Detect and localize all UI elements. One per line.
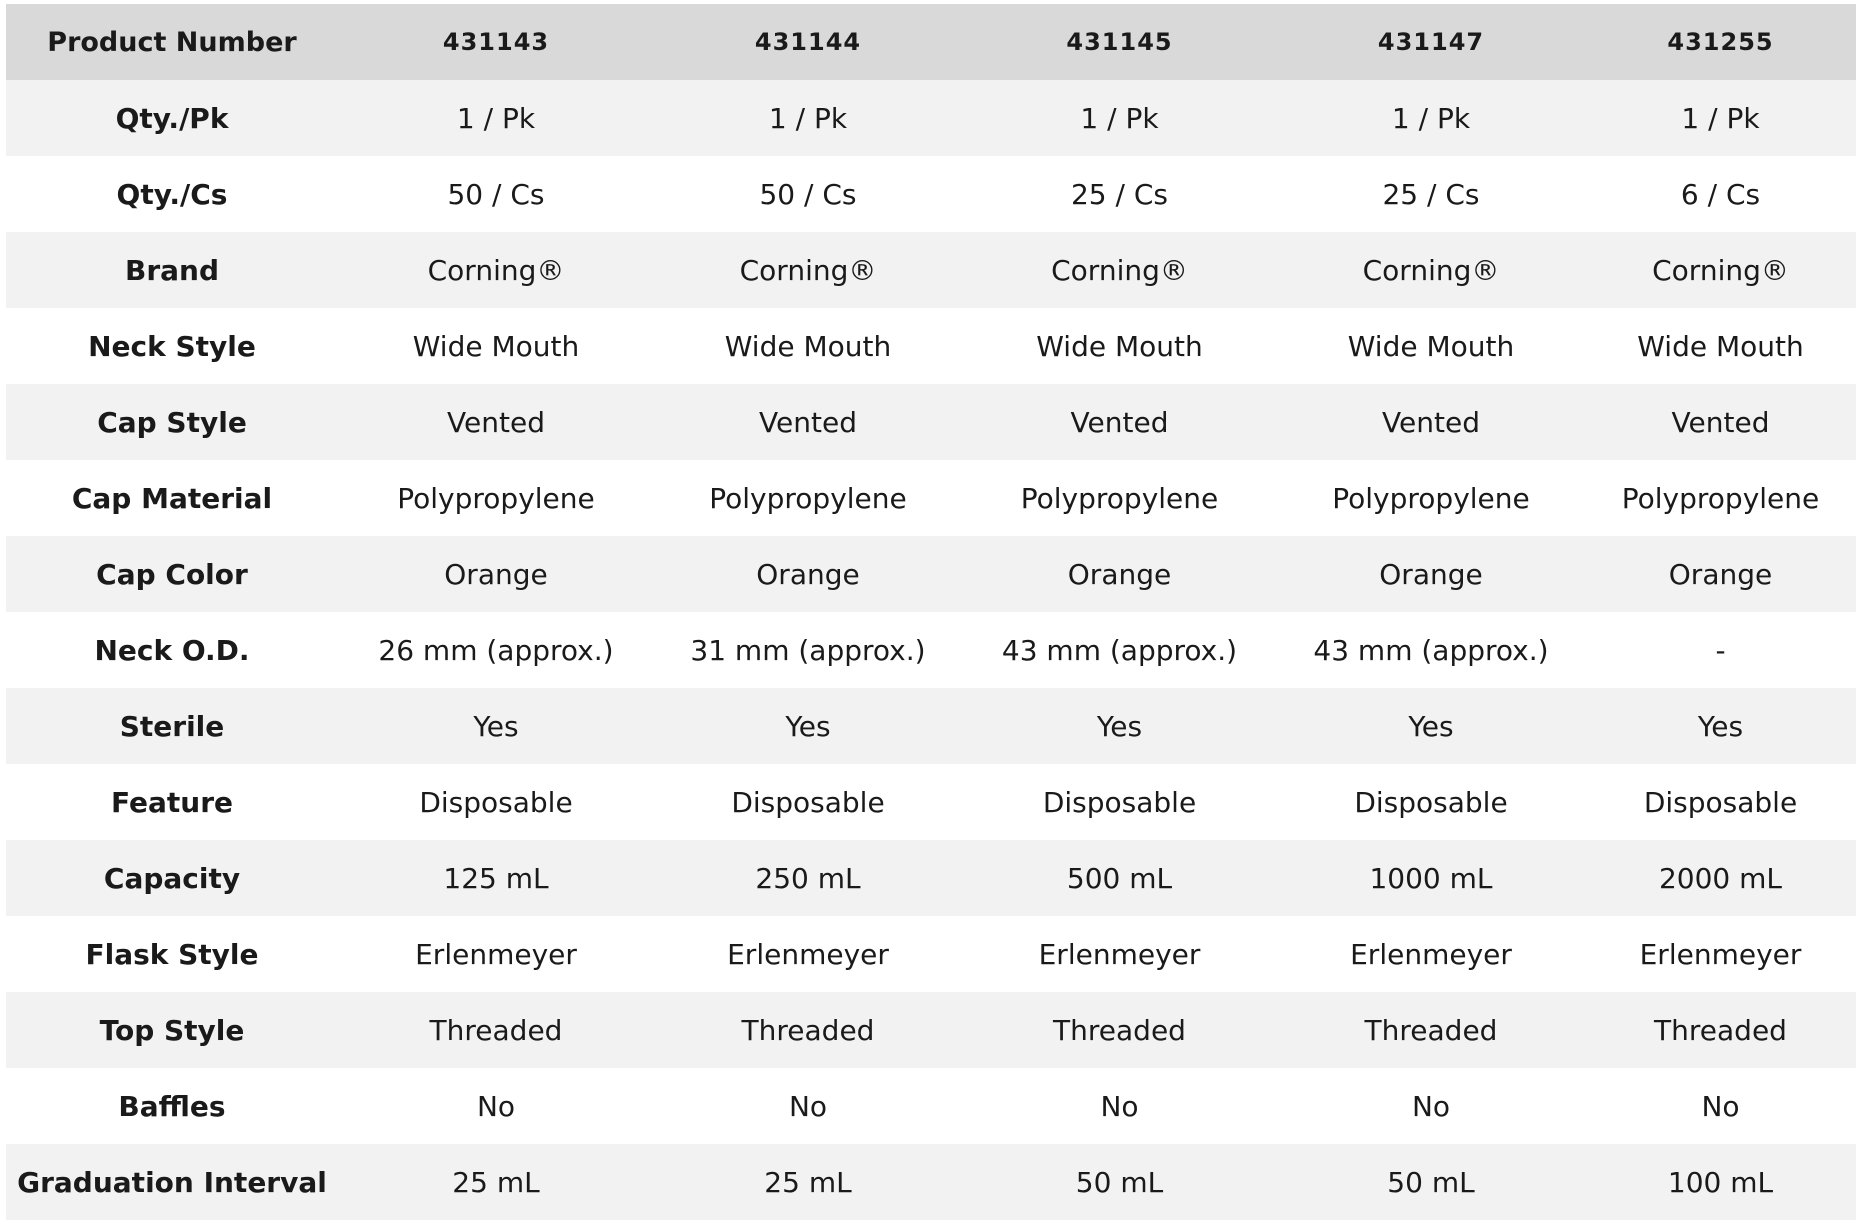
table-row (6, 156, 1856, 232)
row-label: Graduation Interval (17, 1165, 327, 1199)
table-cell: Disposable (1643, 785, 1798, 819)
header-label: Product Number (47, 26, 297, 58)
product-number-431145: 431145 (1066, 28, 1173, 56)
table-cell: Orange (1379, 557, 1483, 591)
table-row (6, 460, 1856, 536)
table-row (6, 992, 1856, 1068)
table-cell: Corning® (739, 253, 877, 287)
table-cell: 50 mL (1075, 1165, 1164, 1199)
table-cell: 1 / Pk (768, 101, 848, 135)
table-cell: 1 / Pk (1391, 101, 1471, 135)
table-cell: Corning® (427, 253, 565, 287)
table-cell: Threaded (1364, 1013, 1498, 1047)
table-header-row (6, 4, 1856, 80)
table-cell: Orange (1668, 557, 1773, 591)
row-label: Baffles (118, 1089, 226, 1123)
table-row (6, 612, 1856, 688)
table-cell: 1 / Pk (1080, 101, 1159, 135)
table-cell: No (788, 1089, 828, 1123)
table-cell: 1 / Pk (1681, 101, 1760, 135)
table-cell: - (1715, 633, 1726, 667)
row-label: Neck O.D. (94, 633, 250, 667)
table-cell: Vented (447, 405, 545, 439)
table-cell: Vented (1070, 405, 1169, 439)
table-cell: No (1701, 1089, 1740, 1123)
table-cell: Yes (473, 709, 519, 743)
table-cell: Disposable (731, 785, 885, 819)
table-row (6, 80, 1856, 156)
table-cell: 25 mL (764, 1165, 852, 1199)
table-cell: 26 mm (approx.) (378, 633, 614, 667)
table-cell: Vented (1382, 405, 1480, 439)
table-cell: Erlenmeyer (1639, 937, 1802, 971)
table-cell: Polypropylene (397, 481, 595, 515)
table-cell: 125 mL (443, 861, 549, 895)
row-label: Brand (124, 253, 220, 287)
table-cell: 1000 mL (1369, 861, 1493, 895)
row-label: Cap Style (97, 405, 247, 439)
table-cell: 25 / Cs (1382, 177, 1480, 211)
product-number-431143: 431143 (442, 28, 550, 56)
table-cell: Wide Mouth (1036, 329, 1203, 363)
table-cell: Threaded (429, 1013, 563, 1047)
table-cell: Yes (1096, 709, 1143, 743)
row-label: Cap Material (71, 481, 273, 515)
table-cell: 6 / Cs (1680, 177, 1761, 211)
table-row (6, 536, 1856, 612)
table-cell: 43 mm (approx.) (1001, 633, 1238, 667)
table-cell: No (1100, 1089, 1139, 1123)
table-cell: Orange (1067, 557, 1172, 591)
table-cell: Polypropylene (1621, 481, 1820, 515)
row-label: Sterile (119, 709, 225, 743)
table-row (6, 1068, 1856, 1144)
table-cell: No (1411, 1089, 1451, 1123)
table-row (6, 688, 1856, 764)
table-cell: 43 mm (approx.) (1313, 633, 1549, 667)
table-row (6, 840, 1856, 916)
row-label: Cap Color (96, 557, 248, 591)
table-cell: Orange (444, 557, 548, 591)
table-cell: Wide Mouth (724, 329, 892, 363)
table-cell: Threaded (741, 1013, 875, 1047)
table-cell: Disposable (1354, 785, 1508, 819)
table-cell: Corning® (1362, 253, 1500, 287)
table-cell: Corning® (1652, 253, 1789, 287)
row-label: Neck Style (88, 329, 256, 363)
table-cell: 250 mL (755, 861, 861, 895)
table-cell: Wide Mouth (1637, 329, 1804, 363)
table-cell: Wide Mouth (1347, 329, 1515, 363)
table-cell: 25 / Cs (1070, 177, 1168, 211)
table-row (6, 232, 1856, 308)
table-cell: Polypropylene (1332, 481, 1530, 515)
table-row (6, 764, 1856, 840)
table-cell: Yes (785, 709, 831, 743)
table-cell: Vented (1671, 405, 1770, 439)
table-row (6, 916, 1856, 992)
table-cell: 1 / Pk (456, 101, 536, 135)
table-cell: 50 mL (1387, 1165, 1475, 1199)
product-number-431255: 431255 (1667, 28, 1774, 56)
row-label: Qty./Cs (116, 177, 228, 211)
row-label: Flask Style (85, 937, 259, 971)
table-cell: Threaded (1654, 1013, 1787, 1047)
table-cell: 25 mL (452, 1165, 540, 1199)
table-cell: Vented (759, 405, 857, 439)
table-cell: 50 / Cs (447, 177, 545, 211)
row-label: Qty./Pk (115, 101, 229, 135)
table-row (6, 308, 1856, 384)
table-cell: Threaded (1053, 1013, 1186, 1047)
product-number-431144: 431144 (754, 28, 862, 56)
table-cell: 31 mm (approx.) (690, 633, 926, 667)
table-cell: Yes (1408, 709, 1454, 743)
table-cell: 500 mL (1066, 861, 1173, 895)
table-cell: No (476, 1089, 516, 1123)
table-cell: Wide Mouth (412, 329, 580, 363)
product-number-431147: 431147 (1377, 28, 1485, 56)
table-cell: Yes (1697, 709, 1744, 743)
row-label: Capacity (103, 861, 241, 895)
table-cell: Corning® (1051, 253, 1188, 287)
table-cell: Erlenmeyer (727, 937, 889, 971)
table-cell: Polypropylene (1020, 481, 1219, 515)
row-label: Feature (111, 785, 233, 819)
table-cell: Disposable (419, 785, 573, 819)
product-spec-table (6, 4, 1856, 1220)
table-cell: Erlenmeyer (1038, 937, 1201, 971)
table-row (6, 384, 1856, 460)
table-cell: Disposable (1042, 785, 1197, 819)
table-row (6, 1144, 1856, 1220)
table-cell: Erlenmeyer (1350, 937, 1512, 971)
table-cell: Erlenmeyer (415, 937, 577, 971)
table-cell: Orange (756, 557, 860, 591)
table-cell: 2000 mL (1658, 861, 1783, 895)
table-cell: Polypropylene (709, 481, 907, 515)
row-label: Top Style (99, 1013, 245, 1047)
table-cell: 50 / Cs (759, 177, 857, 211)
table-cell: 100 mL (1667, 1165, 1774, 1199)
